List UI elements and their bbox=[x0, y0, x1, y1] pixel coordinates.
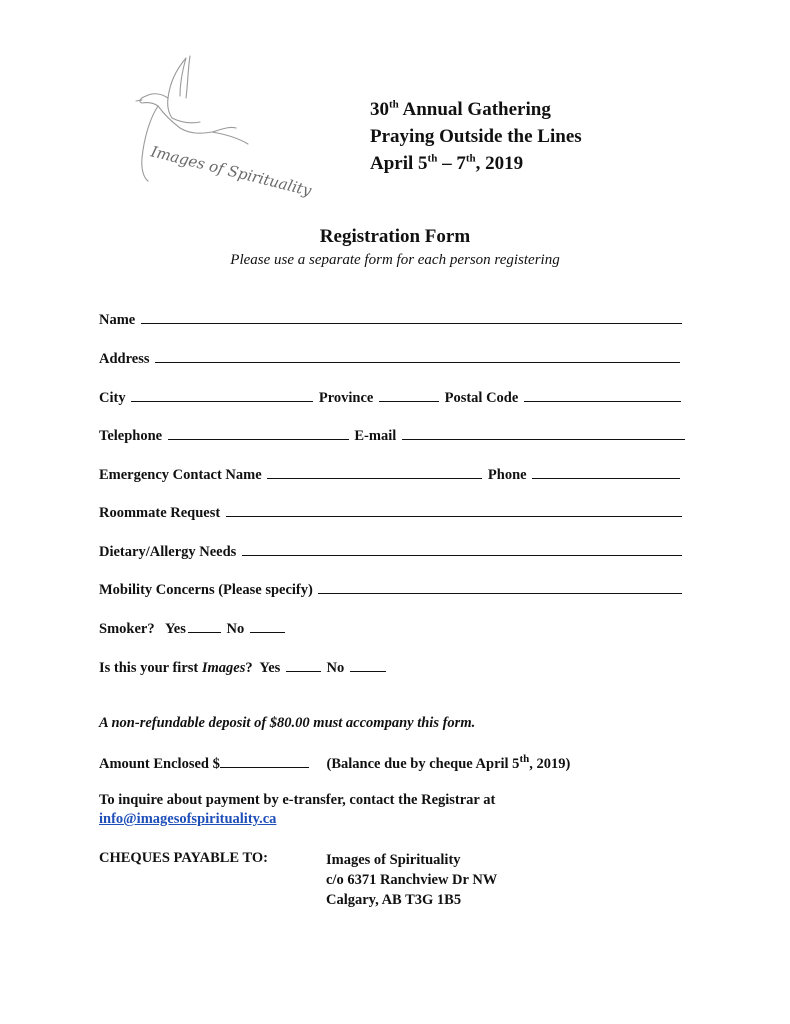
telephone-field[interactable] bbox=[168, 426, 349, 440]
amount-label: Amount Enclosed $ bbox=[99, 756, 220, 772]
mobility-label: Mobility Concerns (Please specify) bbox=[99, 582, 313, 598]
amount-row bbox=[99, 754, 570, 773]
balance-note: (Balance due by cheque April 5th, 2019) bbox=[326, 753, 571, 772]
address-field[interactable] bbox=[155, 349, 680, 363]
smoker-label: Smoker? bbox=[99, 621, 155, 637]
event-dates: April 5th – 7th, 2019 bbox=[370, 152, 524, 174]
event-header bbox=[370, 96, 582, 177]
name-row bbox=[99, 310, 684, 329]
registrar-email-link[interactable]: info@imagesofspirituality.ca bbox=[99, 811, 277, 827]
telephone-label: Telephone bbox=[99, 428, 163, 444]
province-label: Province bbox=[318, 390, 374, 406]
deposit-note: A non-refundable deposit of $80.00 must accompany this form. bbox=[99, 715, 476, 731]
postal-code-field[interactable] bbox=[524, 388, 681, 402]
first-images-label: Is this your first Images? bbox=[99, 660, 253, 676]
form-subtitle: Please use a separate form for each person registering bbox=[230, 252, 560, 268]
images-of-spirituality-logo bbox=[128, 48, 314, 200]
payee-city: Calgary, AB T3G 1B5 bbox=[326, 892, 462, 908]
cheques-payable-label: CHEQUES PAYABLE TO: bbox=[99, 850, 268, 866]
mobility-field[interactable] bbox=[318, 580, 682, 594]
emergency-contact-label: Emergency Contact Name bbox=[99, 467, 262, 483]
roommate-field[interactable] bbox=[226, 503, 682, 517]
amount-field[interactable] bbox=[220, 754, 309, 768]
email-field[interactable] bbox=[402, 426, 685, 440]
mobility-row bbox=[99, 580, 684, 599]
first-images-yes-field[interactable] bbox=[286, 658, 321, 672]
city-label: City bbox=[99, 390, 126, 406]
smoker-no-field[interactable] bbox=[250, 619, 285, 633]
payee-street: c/o 6371 Ranchview Dr NW bbox=[326, 872, 498, 888]
roommate-label: Roommate Request bbox=[99, 505, 221, 521]
dietary-row bbox=[99, 542, 684, 561]
smoker-no-label: No bbox=[226, 621, 245, 637]
name-label: Name bbox=[99, 312, 136, 328]
phone-label: Phone bbox=[487, 467, 527, 483]
address-label: Address bbox=[99, 351, 150, 367]
city-field[interactable] bbox=[131, 388, 313, 402]
event-theme: Praying Outside the Lines bbox=[370, 126, 582, 147]
emergency-contact-field[interactable] bbox=[267, 465, 482, 479]
postal-code-label: Postal Code bbox=[444, 390, 519, 406]
smoker-yes-label: Yes bbox=[164, 621, 186, 637]
smoker-yes-field[interactable] bbox=[188, 619, 221, 633]
city-row bbox=[99, 388, 683, 407]
first-images-row bbox=[99, 658, 388, 677]
first-images-no-label: No bbox=[326, 660, 345, 676]
name-field[interactable] bbox=[141, 310, 682, 324]
payee-address bbox=[326, 850, 497, 910]
first-images-no-field[interactable] bbox=[350, 658, 386, 672]
payee-name: Images of Spirituality bbox=[326, 852, 461, 868]
dove-icon bbox=[128, 48, 314, 200]
logo-text: Images of Spirituality bbox=[149, 142, 314, 200]
telephone-row bbox=[99, 426, 687, 445]
phone-field[interactable] bbox=[532, 465, 680, 479]
email-label: E-mail bbox=[354, 428, 397, 444]
inquire-text: To inquire about payment by e-transfer, contact the Registrar at bbox=[99, 792, 496, 808]
first-images-yes-label: Yes bbox=[259, 660, 281, 676]
event-title: 30th Annual Gathering bbox=[370, 98, 551, 120]
dietary-label: Dietary/Allergy Needs bbox=[99, 544, 237, 560]
emergency-contact-row bbox=[99, 465, 682, 484]
province-field[interactable] bbox=[379, 388, 439, 402]
address-row bbox=[99, 349, 682, 368]
roommate-row bbox=[99, 503, 684, 522]
dietary-field[interactable] bbox=[242, 542, 682, 556]
form-title: Registration Form bbox=[319, 226, 471, 247]
smoker-row bbox=[99, 619, 287, 638]
